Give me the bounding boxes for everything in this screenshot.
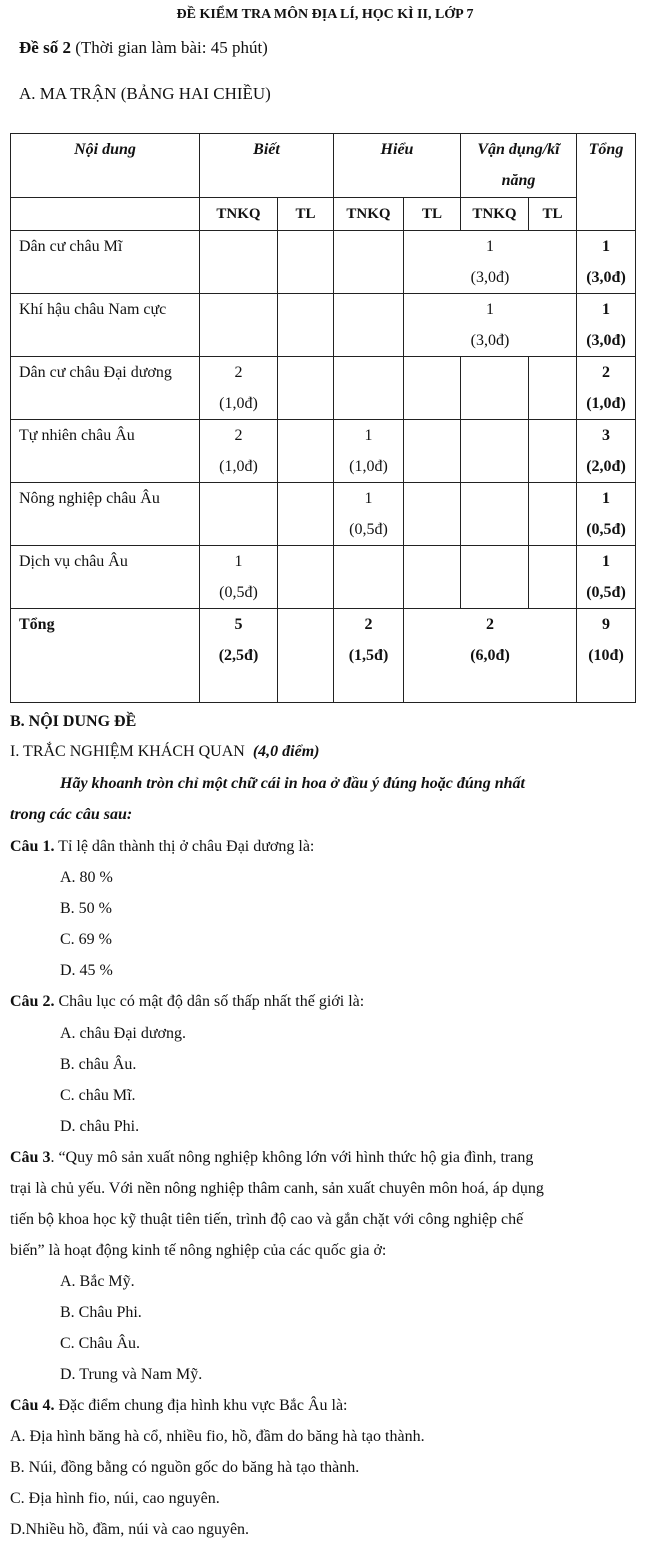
question-text-line-2: trại là chủ yếu. Với nền nông nghiệp thâm canh, sản xuất chuyên môn hoá, áp dụng <box>10 1180 544 1197</box>
total-points: (1,0đ) <box>586 395 626 412</box>
apply-tl-cell <box>529 546 577 609</box>
question-4-option-a[interactable]: A. Địa hình băng hà cổ, nhiều fio, hồ, đầm do băng hà tạo thành. <box>10 1428 425 1445</box>
section-a-heading: A. MA TRẬN (BẢNG HAI CHIỀU) <box>19 84 271 103</box>
total-know-tl-cell <box>278 609 334 703</box>
apply-tnkq-cell <box>461 420 529 483</box>
know-tl-cell <box>278 294 334 357</box>
understand-tl-cell <box>404 420 461 483</box>
apply-points: (3,0đ) <box>470 269 510 286</box>
instruction-line-2: trong các câu sau: <box>10 806 133 823</box>
total-understand-points: (1,5đ) <box>348 647 389 664</box>
question-4-option-b[interactable]: B. Núi, đồng bằng có nguồn gốc do băng hà tạo thành. <box>10 1459 360 1476</box>
col-understand-header: Hiểu <box>334 134 461 198</box>
know-count: 2 <box>234 364 243 381</box>
part-1-title: I. TRẮC NGHIỆM KHÁCH QUAN <box>10 743 245 760</box>
know-tl-cell <box>278 483 334 546</box>
understand-tnkq-cell <box>334 420 404 483</box>
total-know-cell <box>200 609 278 703</box>
understand-tl-cell <box>404 546 461 609</box>
table-row <box>11 420 636 483</box>
total-points: (0,5đ) <box>586 521 626 538</box>
understand-tnkq-cell <box>334 483 404 546</box>
document-title: ĐỀ KIỂM TRA MÔN ĐỊA LÍ, HỌC KÌ II, LỚP 7 <box>176 7 474 22</box>
question-3-option-a[interactable]: A. Bắc Mỹ. <box>60 1273 135 1290</box>
know-points: (0,5đ) <box>219 584 258 601</box>
total-points: (3,0đ) <box>586 332 626 349</box>
col-content-header: Nội dung <box>11 134 200 198</box>
know-tl-cell <box>278 231 334 294</box>
apply-tnkq-cell <box>461 483 529 546</box>
total-apply-cell <box>404 609 577 703</box>
understand-tl-cell <box>404 357 461 420</box>
question-1-option-a[interactable]: A. 80 % <box>60 869 113 886</box>
question-4-option-d[interactable]: D.Nhiều hồ, đầm, núi và cao nguyên. <box>10 1521 250 1538</box>
apply-count: 1 <box>486 301 494 318</box>
know-tnkq-cell <box>200 357 278 420</box>
know-tnkq-cell <box>200 231 278 294</box>
sub-apply-tl: TL <box>529 198 577 231</box>
total-understand-count: 2 <box>364 616 373 633</box>
total-cell <box>577 420 636 483</box>
apply-tl-cell <box>529 483 577 546</box>
understand-tl-cell <box>404 483 461 546</box>
total-cell <box>577 231 636 294</box>
question-1-option-c[interactable]: C. 69 % <box>60 931 112 948</box>
subheader-blank <box>11 198 200 231</box>
section-b-heading: B. NỘI DUNG ĐỀ <box>10 713 137 730</box>
sub-understand-tl: TL <box>404 198 461 231</box>
sub-know-tnkq: TNKQ <box>200 198 278 231</box>
total-know-points: (2,5đ) <box>218 647 259 664</box>
row-label: Tự nhiên châu Âu <box>11 420 200 483</box>
know-tnkq-cell <box>200 294 278 357</box>
question-number: Câu 1. <box>10 838 55 855</box>
understand-count: 1 <box>364 490 373 507</box>
apply-tnkq-cell <box>461 546 529 609</box>
total-count: 3 <box>602 427 610 444</box>
total-count: 2 <box>602 364 610 381</box>
total-count: 1 <box>602 301 610 318</box>
apply-tl-cell <box>529 420 577 483</box>
row-label: Dân cư châu Đại dương <box>11 357 200 420</box>
col-apply-header <box>461 134 577 198</box>
question-number: Câu 4. <box>10 1397 55 1414</box>
apply-tnkq-cell <box>461 357 529 420</box>
question-text-line-1: . “Quy mô sản xuất nông nghiệp không lớn với hình thức hộ gia đình, trang <box>50 1149 534 1166</box>
grand-total-points: (10đ) <box>588 647 624 664</box>
header-row <box>11 134 636 198</box>
know-tnkq-cell <box>200 546 278 609</box>
apply-cell <box>404 231 577 294</box>
table-row <box>11 294 636 357</box>
row-label: Khí hậu châu Nam cực <box>11 294 200 357</box>
understand-tnkq-cell <box>334 357 404 420</box>
instruction-line-1: Hãy khoanh tròn chỉ một chữ cái in hoa ở đầu ý đúng hoặc đúng nhất <box>60 775 525 792</box>
total-row-label: Tổng <box>11 609 200 703</box>
know-tl-cell <box>278 420 334 483</box>
know-tl-cell <box>278 357 334 420</box>
total-count: 1 <box>602 238 610 255</box>
total-points: (2,0đ) <box>586 458 626 475</box>
question-4-option-c[interactable]: C. Địa hình fio, núi, cao nguyên. <box>10 1490 220 1507</box>
col-apply-line-2: năng <box>501 172 536 189</box>
question-1-option-d[interactable]: D. 45 % <box>60 962 113 979</box>
grand-total-cell <box>577 609 636 703</box>
total-cell <box>577 357 636 420</box>
total-cell <box>577 483 636 546</box>
table-row <box>11 483 636 546</box>
apply-count: 1 <box>486 238 494 255</box>
col-apply-line-1: Vận dụng/kĩ <box>477 141 560 158</box>
table-row <box>11 231 636 294</box>
question-text: Tỉ lệ dân thành thị ở châu Đại dương là: <box>54 838 315 855</box>
row-label: Dân cư châu Mĩ <box>11 231 200 294</box>
sub-know-tl: TL <box>278 198 334 231</box>
apply-points: (3,0đ) <box>470 332 510 349</box>
question-2-option-d[interactable]: D. châu Phi. <box>60 1118 140 1135</box>
total-understand-cell <box>334 609 404 703</box>
total-cell <box>577 546 636 609</box>
sub-understand-tnkq: TNKQ <box>334 198 404 231</box>
know-tnkq-cell <box>200 483 278 546</box>
question-text: Châu lục có mật độ dân số thấp nhất thế giới là: <box>54 993 365 1010</box>
understand-points: (1,0đ) <box>349 458 388 475</box>
total-row <box>11 609 636 703</box>
apply-cell <box>404 294 577 357</box>
know-tnkq-cell <box>200 420 278 483</box>
total-cell <box>577 294 636 357</box>
understand-count: 1 <box>364 427 373 444</box>
question-2-option-c[interactable]: C. châu Mĩ. <box>60 1087 136 1104</box>
know-count: 2 <box>234 427 243 444</box>
subheader-row <box>11 198 636 231</box>
question-2 <box>10 993 364 1011</box>
table-row <box>11 546 636 609</box>
part-1-heading <box>10 743 319 761</box>
question-1-option-b[interactable]: B. 50 % <box>60 900 112 917</box>
row-label: Nông nghiệp châu Âu <box>11 483 200 546</box>
col-total-header: Tổng <box>577 134 636 231</box>
know-count: 1 <box>234 553 243 570</box>
part-1-points: (4,0 điểm) <box>252 743 320 760</box>
question-3-option-b[interactable]: B. Châu Phi. <box>60 1304 142 1321</box>
question-text: Đặc điểm chung địa hình khu vực Bắc Âu là: <box>54 1397 348 1414</box>
question-1 <box>10 838 314 856</box>
exam-number: Đề số 2 <box>19 38 71 57</box>
exam-time: (Thời gian làm bài: 45 phút) <box>70 38 268 57</box>
know-points: (1,0đ) <box>219 395 258 412</box>
apply-tl-cell <box>529 357 577 420</box>
question-4 <box>10 1397 348 1415</box>
total-count: 1 <box>602 490 610 507</box>
table-row <box>11 357 636 420</box>
grand-total-count: 9 <box>602 616 610 633</box>
total-points: (0,5đ) <box>586 584 626 601</box>
know-points: (1,0đ) <box>219 458 258 475</box>
exam-info <box>19 38 268 58</box>
sub-apply-tnkq: TNKQ <box>461 198 529 231</box>
question-2-option-b[interactable]: B. châu Âu. <box>60 1056 137 1073</box>
question-number: Câu 2. <box>10 993 55 1010</box>
question-3-option-c[interactable]: C. Châu Âu. <box>60 1335 140 1352</box>
total-count: 1 <box>602 553 610 570</box>
total-apply-points: (6,0đ) <box>470 647 510 664</box>
question-3 <box>10 1149 533 1167</box>
question-text-line-4: biến” là hoạt động kinh tế nông nghiệp của các quốc gia ở: <box>10 1242 387 1259</box>
know-tl-cell <box>278 546 334 609</box>
question-3-option-d[interactable]: D. Trung và Nam Mỹ. <box>60 1366 203 1383</box>
total-apply-count: 2 <box>486 616 494 633</box>
understand-tnkq-cell <box>334 294 404 357</box>
row-label: Dịch vụ châu Âu <box>11 546 200 609</box>
understand-tnkq-cell <box>334 546 404 609</box>
understand-tnkq-cell <box>334 231 404 294</box>
total-points: (3,0đ) <box>586 269 626 286</box>
understand-points: (0,5đ) <box>349 521 388 538</box>
total-know-count: 5 <box>234 616 243 633</box>
question-2-option-a[interactable]: A. châu Đại dương. <box>60 1025 186 1042</box>
question-text-line-3: tiến bộ khoa học kỹ thuật tiên tiến, trình độ cao và gắn chặt với công nghiệp chế <box>10 1211 524 1228</box>
question-number: Câu 3 <box>10 1149 51 1166</box>
matrix-table <box>10 133 636 703</box>
col-know-header: Biết <box>200 134 334 198</box>
